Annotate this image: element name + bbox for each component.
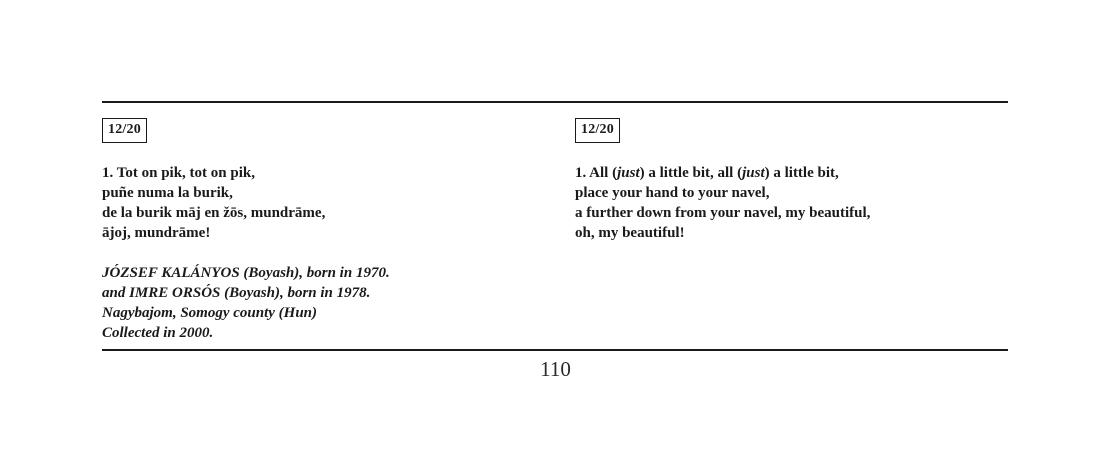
song-number-badge: 12/20 — [102, 118, 147, 143]
verse-line — [575, 163, 995, 183]
verse-text: 1. All ( — [575, 165, 618, 181]
performer-credits — [102, 263, 522, 343]
credit-line: Collected in 2000. — [102, 325, 214, 341]
verse-line: oh, my beautiful! — [575, 225, 685, 241]
verse-line: ājoj, mundrāme! — [102, 225, 211, 241]
verse-line: puñe numa la burik, — [102, 185, 233, 201]
original-verse — [102, 163, 522, 243]
song-number-badge: 12/20 — [575, 118, 620, 143]
verse-line: de la burik māj en žōs, mundrāme, — [102, 205, 326, 221]
credit-line: and IMRE ORSÓS (Boyash), born in 1978. — [102, 285, 371, 301]
verse-line: place your hand to your navel, — [575, 185, 770, 201]
original-text-column — [102, 118, 522, 343]
verse-emphasis: just — [742, 165, 765, 181]
verse-text: ) a little bit, all ( — [639, 165, 743, 181]
translated-verse — [575, 163, 995, 243]
verse-line: 1. Tot on pik, tot on pik, — [102, 165, 255, 181]
page-number: 110 — [540, 357, 571, 381]
top-rule — [102, 101, 1008, 103]
translation-column — [575, 118, 995, 243]
verse-text: ) a little bit, — [764, 165, 839, 181]
bottom-rule — [102, 349, 1008, 351]
credit-line: JÓZSEF KALÁNYOS (Boyash), born in 1970. — [102, 265, 390, 281]
credit-line: Nagybajom, Somogy county (Hun) — [102, 305, 318, 321]
verse-line: a further down from your navel, my beautiful, — [575, 205, 871, 221]
verse-emphasis: just — [617, 165, 640, 181]
